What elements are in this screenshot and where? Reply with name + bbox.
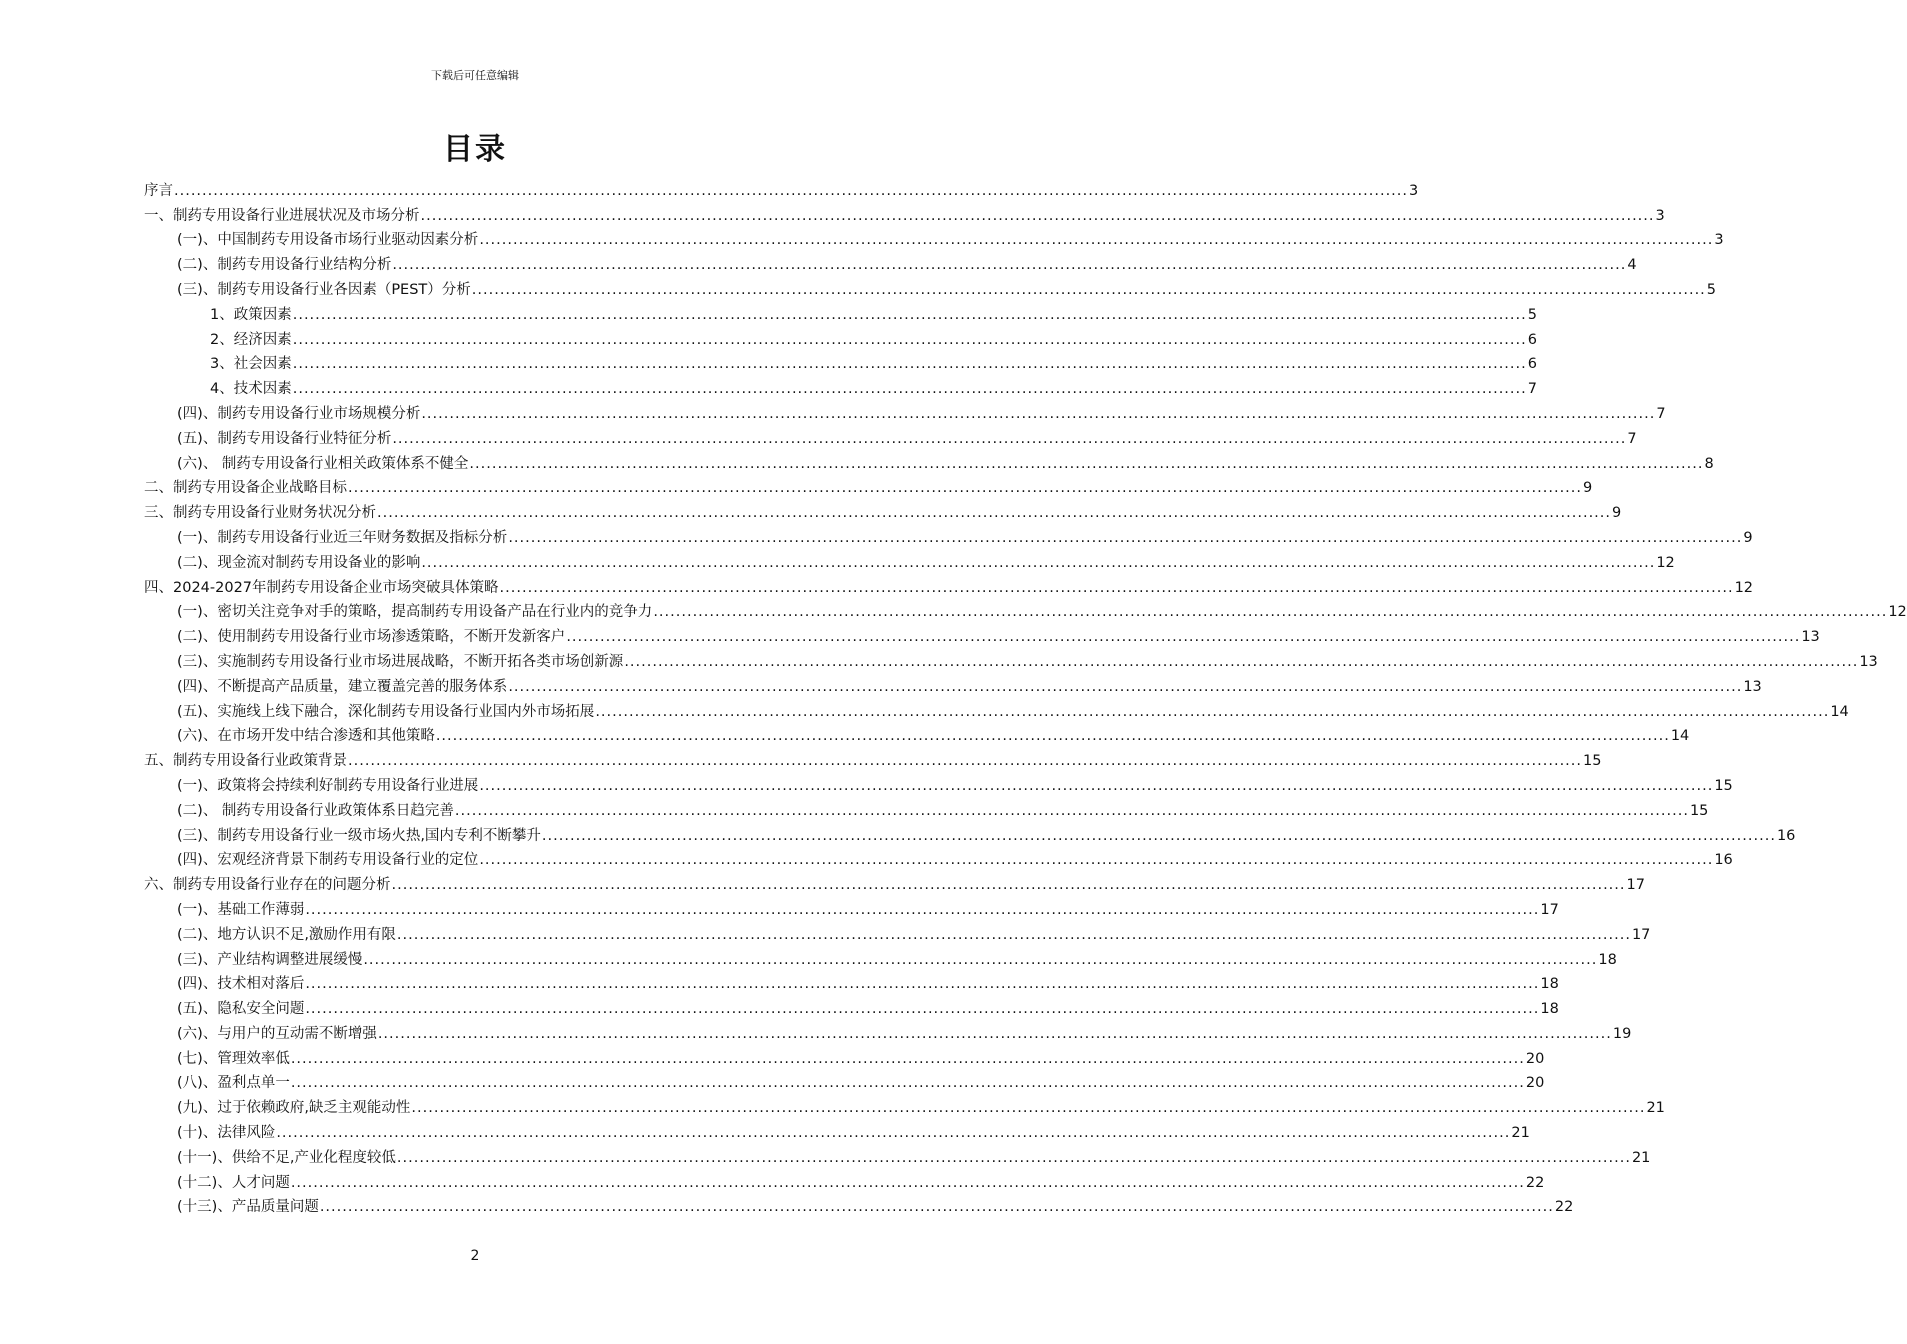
toc-entry-title: (三)、制药专用设备行业一级市场火热,国内专利不断攀升 (177, 827, 541, 844)
toc-dot-leader: ............................................................................................................................................................................................................................ (454, 802, 1689, 819)
toc-dot-leader: ............................................................................................................................................................................................................................ (292, 306, 1527, 323)
toc-entry-page-number: 8 (1704, 455, 1714, 472)
toc-dot-leader: ............................................................................................................................................................................................................................ (479, 852, 1714, 869)
toc-entry-page-number: 20 (1525, 1075, 1545, 1092)
toc-entry-title: (三)、制药专用设备行业各因素（PEST）分析 (177, 281, 471, 298)
header-note: 下载后可任意编辑 (431, 69, 519, 82)
toc-entry-title: (十一)、供给不足,产业化程度较低 (177, 1149, 396, 1166)
toc-entry-title: (一)、制药专用设备行业近三年财务数据及指标分析 (177, 529, 508, 546)
toc-entry-title: (二)、 制药专用设备行业政策体系日趋完善 (177, 802, 454, 819)
toc-entry[interactable] (144, 994, 1559, 1019)
toc-dot-leader: ............................................................................................................................................................................................................................ (363, 951, 1598, 968)
toc-entry-title: 2、经济因素 (210, 331, 292, 348)
toc-entry[interactable] (144, 300, 1537, 325)
toc-entry-page-number: 18 (1598, 951, 1617, 968)
toc-entry-title: 二、制药专用设备企业战略目标 (144, 480, 347, 497)
toc-entry-page-number: 17 (1540, 901, 1559, 918)
toc-entry-page-number: 22 (1525, 1174, 1545, 1191)
toc-entry-page-number: 14 (1670, 728, 1690, 745)
toc-entry-page-number: 9 (1583, 480, 1593, 497)
toc-entry[interactable] (144, 945, 1617, 970)
toc-entry-title: (二)、地方认识不足,激励作用有限 (177, 926, 396, 943)
toc-dot-leader: ............................................................................................................................................................................................................................ (305, 1001, 1540, 1018)
toc-entry-page-number: 18 (1540, 976, 1559, 993)
toc-entry-title: (四)、制药专用设备行业市场规模分析 (177, 405, 421, 422)
toc-entry[interactable] (144, 374, 1537, 399)
toc-entry-title: (十二)、人才问题 (177, 1174, 290, 1191)
toc-dot-leader: ............................................................................................................................................................................................................................ (290, 1174, 1525, 1191)
toc-entry[interactable] (144, 1044, 1545, 1069)
toc-entry-title: 四、2024-2027年制药专用设备企业市场突破具体策略 (144, 579, 499, 596)
toc-entry-page-number: 22 (1554, 1199, 1574, 1216)
toc-dot-leader: ............................................................................................................................................................................................................................ (290, 1075, 1525, 1092)
toc-entry-title: 3、社会因素 (210, 356, 292, 373)
toc-entry[interactable] (144, 1093, 1665, 1118)
toc-entry-title: (四)、宏观经济背景下制药专用设备行业的定位 (177, 852, 479, 869)
toc-entry-page-number: 13 (1801, 629, 1820, 646)
toc-dot-leader: ............................................................................................................................................................................................................................ (305, 976, 1540, 993)
toc-entry-title: (二)、使用制药专用设备行业市场渗透策略，不断开发新客户 (177, 629, 566, 646)
toc-dot-leader: ............................................................................................................................................................................................................................ (653, 604, 1888, 621)
toc-entry[interactable] (144, 424, 1637, 449)
toc-entry-title: (七)、管理效率低 (177, 1050, 290, 1067)
toc-entry-title: 1、政策因素 (210, 306, 292, 323)
toc-entry[interactable] (144, 647, 1878, 672)
toc-entry[interactable] (144, 350, 1537, 375)
toc-entry-page-number: 12 (1656, 554, 1675, 571)
toc-entry-page-number: 5 (1527, 306, 1537, 323)
toc-dot-leader: ............................................................................................................................................................................................................................ (411, 1100, 1646, 1117)
toc-entry-title: (二)、现金流对制药专用设备业的影响 (177, 554, 421, 571)
toc-entry-page-number: 5 (1706, 281, 1717, 298)
toc-dot-leader: ............................................................................................................................................................................................................................ (435, 728, 1670, 745)
toc-entry-page-number: 7 (1656, 405, 1666, 422)
toc-entry-title: (一)、密切关注竞争对手的策略，提高制药专用设备产品在行业内的竞争力 (177, 604, 653, 621)
toc-dot-leader: ............................................................................................................................................................................................................................ (479, 777, 1714, 794)
toc-entry-page-number: 17 (1626, 877, 1645, 894)
toc-dot-leader: ............................................................................................................................................................................................................................ (348, 753, 1583, 770)
toc-entry-title: (一)、基础工作薄弱 (177, 901, 305, 918)
toc-entry-page-number: 3 (1655, 207, 1665, 224)
toc-entry[interactable] (144, 325, 1537, 350)
toc-entry[interactable] (144, 1143, 1651, 1168)
toc-entry-title: (三)、实施制药专用设备行业市场进展战略，不断开拓各类市场创新源 (177, 653, 624, 670)
toc-dot-leader: ............................................................................................................................................................................................................................ (292, 381, 1527, 398)
toc-entry[interactable] (144, 1193, 1574, 1218)
toc-entry-page-number: 15 (1714, 777, 1733, 794)
toc-dot-leader: ............................................................................................................................................................................................................................ (292, 356, 1527, 373)
toc-entry-title: 序言 (144, 182, 173, 199)
toc-dot-leader: ............................................................................................................................................................................................................................ (479, 232, 1714, 249)
toc-entry-title: (八)、盈利点单一 (177, 1075, 290, 1092)
toc-dot-leader: ............................................................................................................................................................................................................................ (396, 926, 1631, 943)
toc-entry-page-number: 21 (1511, 1125, 1530, 1142)
toc-entry-page-number: 17 (1631, 926, 1651, 943)
toc-entry[interactable] (144, 548, 1675, 573)
toc-dot-leader: ............................................................................................................................................................................................................................ (595, 703, 1830, 720)
toc-entry[interactable] (144, 1118, 1530, 1143)
toc-entry[interactable] (144, 796, 1709, 821)
toc-dot-leader: ............................................................................................................................................................................................................................ (391, 877, 1626, 894)
toc-dot-leader: ............................................................................................................................................................................................................................ (421, 405, 1656, 422)
toc-entry[interactable] (144, 1069, 1545, 1094)
toc-entry[interactable] (144, 474, 1593, 499)
toc-dot-leader: ............................................................................................................................................................................................................................ (377, 505, 1612, 522)
table-of-contents (144, 176, 1907, 1217)
toc-entry[interactable] (144, 622, 1820, 647)
toc-entry-title: (三)、产业结构调整进展缓慢 (177, 951, 363, 968)
toc-entry-title: (四)、技术相对落后 (177, 976, 305, 993)
toc-dot-leader: ............................................................................................................................................................................................................................ (276, 1125, 1511, 1142)
toc-entry-page-number: 18 (1540, 1001, 1559, 1018)
toc-entry-page-number: 7 (1627, 430, 1637, 447)
toc-entry[interactable] (144, 201, 1665, 226)
toc-entry-page-number: 9 (1743, 529, 1753, 546)
toc-entry[interactable] (144, 672, 1762, 697)
toc-dot-leader: ............................................................................................................................................................................................................................ (392, 257, 1627, 274)
toc-dot-leader: ............................................................................................................................................................................................................................ (499, 579, 1734, 596)
toc-entry[interactable] (144, 176, 1419, 201)
toc-entry[interactable] (144, 846, 1733, 871)
toc-dot-leader: ............................................................................................................................................................................................................................ (624, 653, 1859, 670)
page-number: 2 (470, 1248, 480, 1264)
toc-entry-title: (一)、政策将会持续利好制药专用设备行业进展 (177, 777, 479, 794)
toc-entry-page-number: 3 (1409, 182, 1419, 199)
toc-dot-leader: ............................................................................................................................................................................................................................ (319, 1199, 1554, 1216)
toc-entry-page-number: 16 (1714, 852, 1733, 869)
toc-entry[interactable] (144, 746, 1602, 771)
toc-entry-page-number: 13 (1743, 678, 1762, 695)
toc-entry[interactable] (144, 275, 1717, 300)
toc-entry-title: (六)、 制药专用设备行业相关政策体系不健全 (177, 455, 469, 472)
toc-dot-leader: ............................................................................................................................................................................................................................ (392, 430, 1627, 447)
toc-entry-page-number: 16 (1776, 827, 1796, 844)
toc-entry-title: (二)、制药专用设备行业结构分析 (177, 257, 392, 274)
toc-dot-leader: ............................................................................................................................................................................................................................ (469, 455, 1704, 472)
toc-entry-title: 五、制药专用设备行业政策背景 (144, 753, 347, 770)
toc-entry-page-number: 15 (1583, 753, 1602, 770)
toc-entry-title: 4、技术因素 (210, 381, 292, 398)
toc-entry[interactable] (144, 449, 1714, 474)
toc-dot-leader: ............................................................................................................................................................................................................................ (421, 554, 1656, 571)
toc-entry[interactable] (144, 1019, 1632, 1044)
toc-entry-page-number: 12 (1888, 604, 1907, 621)
toc-entry-title: (五)、实施线上线下融合，深化制药专用设备行业国内外市场拓展 (177, 703, 595, 720)
toc-dot-leader: ............................................................................................................................................................................................................................ (420, 207, 1655, 224)
toc-entry-page-number: 20 (1525, 1050, 1545, 1067)
toc-entry-page-number: 3 (1714, 232, 1724, 249)
toc-entry[interactable] (144, 498, 1622, 523)
toc-dot-leader: ............................................................................................................................................................................................................................ (305, 901, 1540, 918)
toc-entry[interactable] (144, 920, 1651, 945)
toc-entry-page-number: 7 (1527, 381, 1537, 398)
toc-entry-page-number: 9 (1612, 505, 1622, 522)
page-title: 目录 (443, 132, 507, 167)
toc-entry-page-number: 14 (1830, 703, 1849, 720)
toc-entry[interactable] (144, 970, 1559, 995)
toc-entry-title: 一、制药专用设备行业进展状况及市场分析 (144, 207, 420, 224)
toc-dot-leader: ............................................................................................................................................................................................................................ (566, 629, 1801, 646)
toc-entry-title: (六)、在市场开发中结合渗透和其他策略 (177, 728, 435, 745)
toc-entry-title: (一)、中国制药专用设备市场行业驱动因素分析 (177, 232, 479, 249)
toc-entry[interactable] (144, 870, 1645, 895)
toc-entry-title: (十)、法律风险 (177, 1125, 276, 1142)
toc-dot-leader: ............................................................................................................................................................................................................................ (377, 1025, 1612, 1042)
toc-entry[interactable] (144, 1168, 1545, 1193)
toc-entry-title: (九)、过于依赖政府,缺乏主观能动性 (177, 1100, 411, 1117)
toc-entry[interactable] (144, 771, 1733, 796)
toc-entry-page-number: 6 (1527, 331, 1537, 348)
toc-entry[interactable] (144, 250, 1637, 275)
toc-entry-page-number: 15 (1689, 802, 1709, 819)
toc-entry[interactable] (144, 573, 1754, 598)
toc-entry-title: (十三)、产品质量问题 (177, 1199, 319, 1216)
toc-dot-leader: ............................................................................................................................................................................................................................ (290, 1050, 1525, 1067)
toc-dot-leader: ............................................................................................................................................................................................................................ (541, 827, 1776, 844)
toc-dot-leader: ............................................................................................................................................................................................................................ (292, 331, 1527, 348)
toc-entry-title: (四)、不断提高产品质量，建立覆盖完善的服务体系 (177, 678, 508, 695)
toc-dot-leader: ............................................................................................................................................................................................................................ (348, 480, 1583, 497)
toc-entry-page-number: 19 (1612, 1025, 1632, 1042)
toc-entry-title: 三、制药专用设备行业财务状况分析 (144, 505, 376, 522)
toc-dot-leader: ............................................................................................................................................................................................................................ (471, 281, 1706, 298)
toc-entry-page-number: 12 (1734, 579, 1754, 596)
toc-entry[interactable] (144, 226, 1724, 251)
toc-entry[interactable] (144, 399, 1666, 424)
toc-entry[interactable] (144, 821, 1796, 846)
toc-entry-page-number: 13 (1859, 653, 1878, 670)
toc-entry-page-number: 4 (1627, 257, 1637, 274)
toc-entry[interactable] (144, 697, 1849, 722)
toc-dot-leader: ............................................................................................................................................................................................................................ (174, 182, 1409, 199)
toc-dot-leader: ............................................................................................................................................................................................................................ (508, 529, 1743, 546)
toc-dot-leader: ............................................................................................................................................................................................................................ (396, 1149, 1631, 1166)
toc-entry-title: (六)、与用户的互动需不断增强 (177, 1025, 377, 1042)
toc-entry-page-number: 21 (1646, 1100, 1665, 1117)
toc-entry-page-number: 21 (1631, 1149, 1651, 1166)
toc-entry[interactable] (144, 598, 1907, 623)
toc-entry-title: 六、制药专用设备行业存在的问题分析 (144, 877, 391, 894)
toc-entry[interactable] (144, 722, 1690, 747)
toc-entry[interactable] (144, 895, 1559, 920)
toc-dot-leader: ............................................................................................................................................................................................................................ (508, 678, 1743, 695)
toc-entry-page-number: 6 (1527, 356, 1537, 373)
toc-entry[interactable] (144, 523, 1753, 548)
toc-entry-title: (五)、隐私安全问题 (177, 1001, 305, 1018)
toc-entry-title: (五)、制药专用设备行业特征分析 (177, 430, 392, 447)
